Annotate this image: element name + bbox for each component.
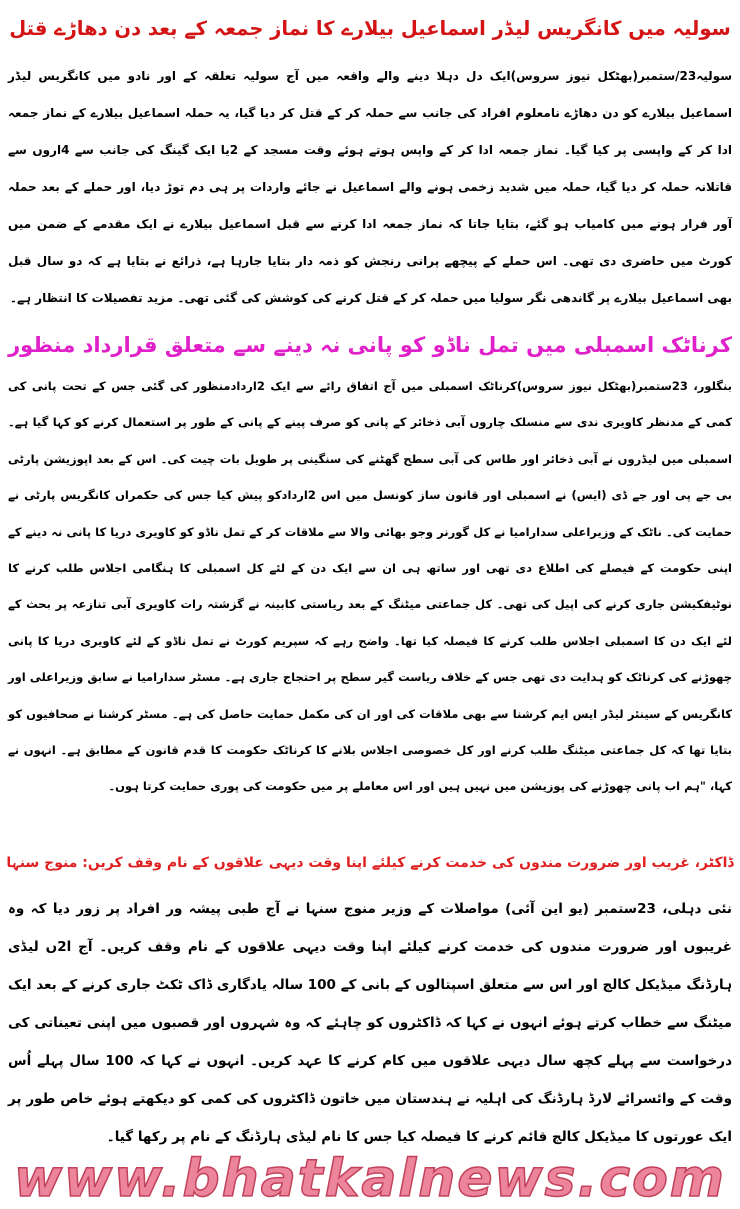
article-doctors-rural-service-body: نئی دہلی، 23ستمبر (یو این آئی) مواصلات کے وزیر منوج سنہا نے آج طبی پیشہ ور افراد پر زور دیا کہ وہ غریبوں اور ضرورت مندوں کی خدمت کرنے کیلئے اپنا وقت دیہی علاقوں کے نام وقف کریں۔ آج ا2ں لیڈی ہارڈنگ میڈیکل کالج اور اس سے متعلق اسپتالوں کے بانی کے 100 سالہ یادگاری ڈاک ٹکٹ جاری کرنے کے بعد ایک میٹنگ سے خطاب کرتے ہوئے انہوں نے کہا کہ ڈاکٹروں کو چاہئے کہ وہ شہروں اور قصبوں میں اپنی تعیناتی کی درخواست سے پہلے کچھ سال دیہی علاقوں میں کام کرنے کا عہد کریں۔ انہوں نے کہا کہ 100 سال پہلے اُس وقت کے وائسرائے لارڈ ہارڈنگ کی اہلیہ نے ہندستان میں خاتون ڈاکٹروں کی کمی کو دیکھتے ہوئے خاص طور پر ایک عورتوں کا میڈیکل کالج قائم کرنے کا فیصلہ کیا جس کا نام لیڈی ہارڈنگ کے نام پر رکھا گیا۔ [8, 901, 732, 1145]
article-souliya-murder-body: سولیہ23/ستمبر(بھٹکل نیوز سروس)ایک دل دہلا دینے والے واقعہ میں آج سولیہ تعلقہ کے اور نادو میں کانگریس لیڈر اسماعیل بیلارے کو دن دھاڑے نامعلوم افراد کی جانب سے حملہ کر کے قتل کر دیا گیا، یہ حملہ اسماعیل بیلارے کے نماز جمعہ ادا کر کے واپسی پر کیا گیا۔ نماز جمعہ ادا کر کے واپس ہوتے ہوئے وقت مسجد کے 2یا ایک گینگ کی جانب سے 4اروں سے قاتلانہ حملہ کر دیا گیا، حملہ میں شدید زخمی ہونے والے اسماعیل نے جائے واردات پر ہی دم توڑ دیا، اور حملے کے بعد حملہ آور فرار ہونے میں کامیاب ہو گئے، بتایا جاتا کہ نماز جمعہ ادا کرنے سے قبل اسماعیل بیلارے نے ایک مقدمے کے ضمن میں کورٹ میں حاضری دی تھی۔ اس حملے کے پیچھے پرانی رنجش کو ذمہ دار بتایا جارہا ہے، ذرائع نے بتایا ہے کہ دو سال قبل بھی اسماعیل بیلارے پر گاندھی نگر سولیا میں حملہ کر کے قتل کرنے کی کوشش کی گئی تھی۔ مزید تفصیلات کا انتظار ہے۔ [8, 69, 732, 305]
site-watermark: www.bhatkalnews.com [14, 1149, 726, 1209]
article-karnataka-resolution-body: بنگلور، 23ستمبر(بھٹکل نیوز سروس)کرناٹک اسمبلی میں آج اتفاق رائے سے ایک 2اردادمنظور کی گئی جس کے تحت پانی کی کمی کے مدنظر کاویری ندی سے منسلک چاروں آبی ذخائر کے پانی کو صرف پینے کے پانی کے طور پر استعمال کرنے کو کہا گیا ہے۔ اسمبلی میں لیڈروں نے آبی ذخائر اور طاس کی آبی سطح گھٹنے کی سنگینی پر طویل بات چیت کی۔ اس کے بعد اپوزیشن پارٹی بی جے پی اور جے ڈی (ایس) نے اسمبلی اور قانون ساز کونسل میں اس 2اردادکو پیش کیا جس کی حکمراں کانگریس پارٹی نے حمایت کی۔ ناٹک کے وزیراعلی سدارامیا نے کل گورنر وجو بھائی والا سے ملاقات کر کے تمل ناڈو کو کاویری دریا کا پانی نہ دینے کے اپنی حکومت کے فیصلے کی اطلاع دی تھی اور ساتھ ہی ان سے ایک دن کے لئے کل اسمبلی کا ہنگامی اجلاس طلب کرنے کا نوٹیفکیشن جاری کرنے کی اپیل کی تھی۔ کل جماعتی میٹنگ کے بعد ریاستی کابینہ نے گزشتہ رات کاویری آبی تنازعہ پر بحث کے لئے ایک دن کا اسمبلی اجلاس طلب کرنے کا فیصلہ کیا تھا۔ واضح رہے کہ سپریم کورٹ نے تمل ناڈو کے لئے کاویری دریا کا پانی چھوڑنے کی کرناٹک کو ہدایت دی تھی جس کے خلاف ریاست گیر سطح پر احتجاج جاری ہے۔ مسٹر سدارامیا نے سابق وزیراعلی اور کانگریس کے سینئر لیڈر ایس ایم کرشنا سے بھی ملاقات کی اور ان کی مکمل حمایت حاصل کی ہے۔ مسٹر کرشنا نے صحافیوں کو بتایا تھا کہ کل جماعتی میٹنگ طلب کرنے اور کل خصوصی اجلاس بلانے کا کرناٹک حکومت کا قدم قانون کے مطابق ہے۔ انہوں نے کہا، "ہم اب پانی چھوڑنے کی پوزیشن میں نہیں ہیں اور اس معاملے پر میں حکومت کی پوری حمایت کرتا ہوں۔ [8, 379, 732, 794]
headline-doctors-rural-service: ڈاکٹر، غریب اور ضرورت مندوں کی خدمت کرنے کیلئے اپنا وقت دیہی علاقوں کے نام وقف کریں: منوج سنہا [6, 855, 734, 871]
headline-souliya-murder: سولیہ میں کانگریس لیڈر اسماعیل بیلارے کا نماز جمعہ کے بعد دن دھاڑے قتل [9, 17, 731, 40]
headline-karnataka-resolution: کرناٹک اسمبلی میں تمل ناڈو کو پانی نہ دینے سے متعلق قرارداد منظور [8, 333, 732, 357]
